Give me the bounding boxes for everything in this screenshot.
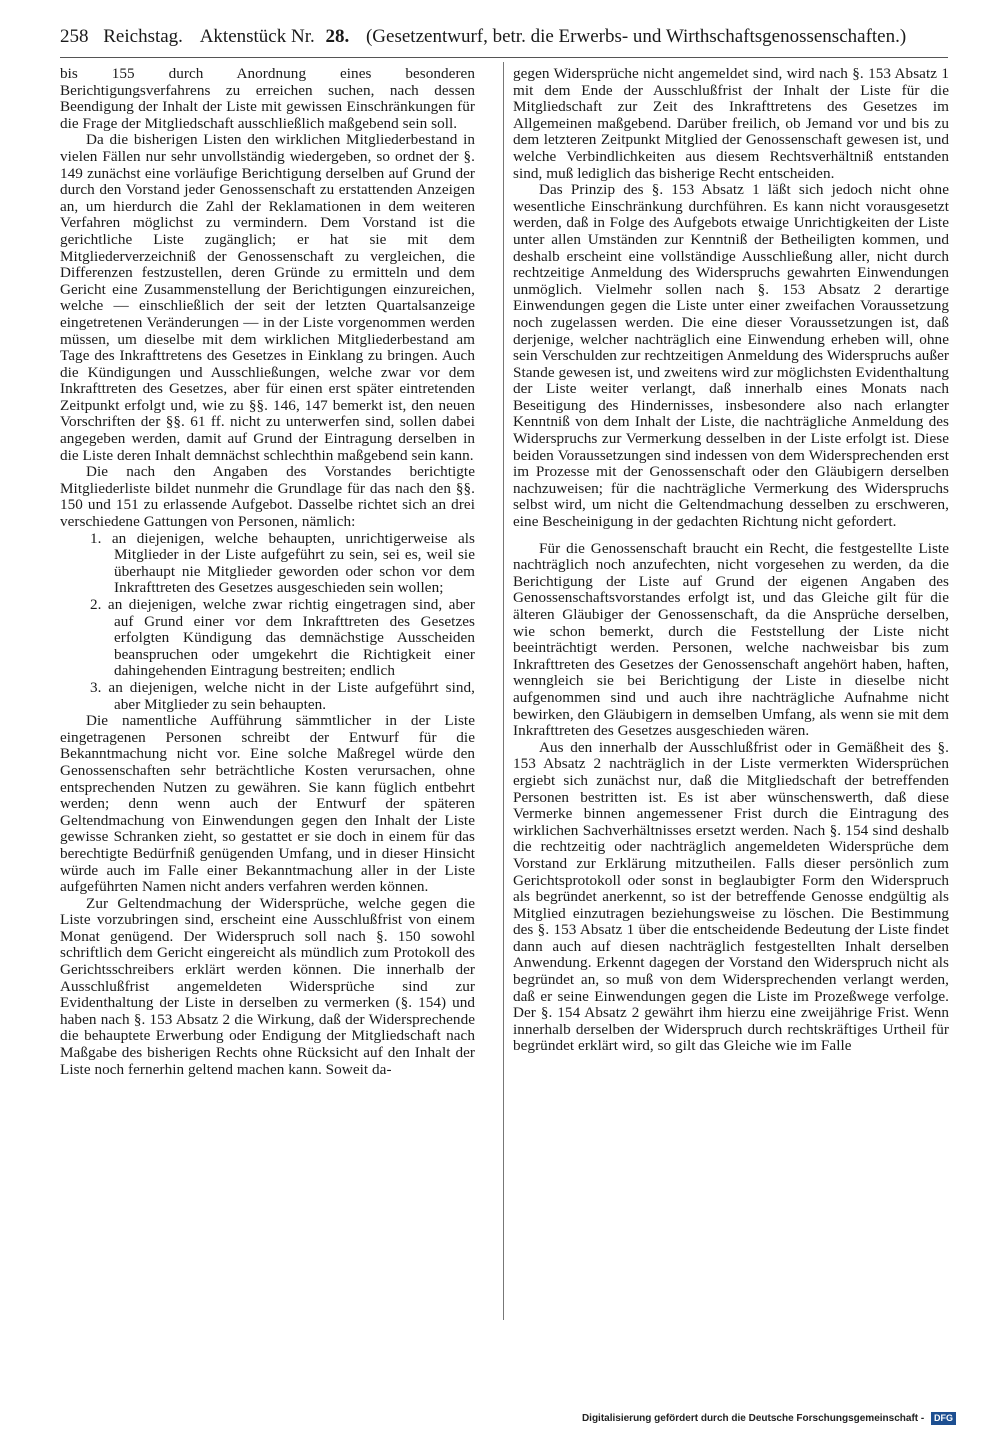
page-number: 258	[60, 26, 89, 47]
left-column	[60, 66, 475, 1078]
paragraph: Die nach den Angaben des Vorstandes berichtigte Mitgliederliste bildet nunmehr die Grundlage für das nach den §§. 150 und 151 zu erlassende Aufgebot. Dasselbe richtet sich an drei verschiedene Gattungen von Personen, nämlich:	[60, 463, 475, 531]
footer-text: Digitalisierung gefördert durch die Deutsche Forschungsgemeinschaft -	[581, 1413, 925, 1425]
document-number: 28.	[325, 26, 350, 47]
dfg-logo: DFG	[931, 1412, 956, 1425]
paragraph: Die namentliche Aufführung sämmtlicher in der Liste eingetragenen Personen schreibt der Entwurf für die Bekanntmachung nicht vor. Eine solche Maßregel würde den Genossenschaften sehr beträchtliche Kosten verursachen, ohne entsprechenden Nutzen zu gewähren. Sie kann füglich entbehrt werden; denn wenn auch der Entwurf der späteren Geltendmachung von Einwendungen gegen den Inhalt der Liste gewisse Schranken zieht, so gestattet er sie doch in einem für das berechtigte Bedürfniß genügenden Umfang, und in dieser Hinsicht würde auch im Falle einer Bekanntmachung aller in der Liste aufgeführten Namen nicht anders verfahren werden können.	[60, 712, 475, 896]
list-item: 3. an diejenigen, welche nicht in der Liste aufgeführt sind, aber Mitglieder zu sein behaupten.	[90, 678, 475, 713]
publication-name: Reichstag.	[103, 26, 183, 47]
paragraph: Zur Geltendmachung der Widersprüche, welche gegen die Liste vorzubringen sind, erscheint eine Ausschlußfrist von einem Monat genügend. Der Widerspruch soll nach §. 150 sowohl schriftlich dem Gericht eingereicht als mündlich zum Protokoll des Gerichtsschreibers erklärt werden können. Die innerhalb der Ausschlußfrist angemeldeten Widersprüche sind zur Evidenthaltung der Liste in derselben zu vermerken (§. 154) und haben nach §. 153 Absatz 2 die Wirkung, daß der Widersprechende die behauptete Erwerbung oder Endigung der Mitgliedschaft nach Maßgabe des bisherigen Rechts ohne Rücksicht auf den Inhalt der Liste noch fernerhin geltend machen kann. Soweit da-	[60, 894, 475, 1078]
column-divider	[503, 62, 504, 1320]
header-rule	[60, 57, 948, 58]
paragraph: bis 155 durch Anordnung eines besonderen Berichtigungsverfahrens zu erreichen suchen, nach dessen Beendigung der Inhalt der Liste mit gewissen Einschränkungen für die Frage der Mitgliedschaft ausschließlich maßgebend sein soll.	[60, 65, 475, 132]
right-column	[513, 66, 949, 1055]
paragraph: Da die bisherigen Listen den wirklichen Mitgliederbestand in vielen Fällen nur sehr unvollständig wiedergeben, so ordnet der §. 149 zunächst eine vorläufige Berichtigung derselben auf Grund der durch den Vorstand jeder Genossenschaft zu erstattenden Anzeigen an, um hierdurch die Zahl der Reklamationen in dem weiteren Verfahren möglichst zu vermindern. Dem Vorstand ist die gerichtliche Liste zugänglich; er hat sie mit dem Mitgliederverzeichniß der Genossenschaft zu vergleichen, die Differenzen festzustellen, deren Gründe zu ermitteln und dem Gericht eine Zusammenstellung der Berichtigungen einzureichen, welche — einschließlich der seit der letzten Quartalsanzeige eingetretenen Veränderungen — in der Liste vorgenommen werden müssen, um dieselbe mit dem wirklichen Mitgliederbestand am Tage des Inkrafttretens des Gesetzes in Einklang zu bringen. Auch die Kündigungen und Ausschließungen, welche zwar vor dem Inkrafttreten des Gesetzes, aber für einen erst später eintretenden Zeitpunkt erfolgt und, wie zu §§. 146, 147 bemerkt ist, den neuen Vorschriften der §§. 61 ff. nicht zu unterwerfen sind, sollen dabei angegeben werden, damit auf Grund der Eintragung derselben in die Liste deren Inhalt demnächst schlechthin maßgebend sein kann.	[60, 131, 475, 464]
document-label: Aktenstück Nr.	[199, 26, 315, 47]
list-item: 1. an diejenigen, welche behaupten, unrichtigerweise als Mitglieder in der Liste aufgeführt zu sein, sei es, weil sie überhaupt nie Mitglieder geworden oder schon vor dem Inkrafttreten des Gesetzes ausgeschieden sein wollen;	[90, 529, 475, 597]
page-header	[60, 20, 950, 54]
digitization-credit	[582, 1412, 956, 1425]
document-subtitle: (Gesetzentwurf, betr. die Erwerbs- und Wirthschaftsgenossenschaften.)	[365, 26, 907, 47]
paragraph: Das Prinzip des §. 153 Absatz 1 läßt sich jedoch nicht ohne wesentliche Einschränkung durchführen. Es kann nicht vorausgesetzt werden, daß in Folge des Aufgebots etwaige Unrichtigkeiten der Liste unter allen Umständen zur Kenntniß der Betheiligten kommen, und deshalb erscheint eine vollständige Ausschließung aller, nicht durch rechtzeitige Anmeldung des Widerspruchs gewahrten Einwendungen unmöglich. Vielmehr sollen nach §. 153 Absatz 2 derartige Einwendungen gegen die Liste unter einer zweifachen Voraussetzung noch zugelassen werden. Die eine dieser Voraussetzungen ist, daß derjenige, welcher nachträglich eine Einwendung erheben will, ohne sein Verschulden zur rechtzeitigen Anmeldung des Widerspruchs außer Stande gewesen ist, und zweitens wird zur möglichsten Evidenthaltung der Liste weiter verlangt, daß innerhalb eines Monats nach Beseitigung des Hindernisses, insbesondere also nach erlangter Kenntniß von dem Inhalt der Liste, die nachträgliche Anmeldung des Widerspruchs zur Vermerkung desselben in der Liste erfolgt ist. Diese beiden Voraussetzungen sind indessen von dem Widersprechenden erst im Prozesse mit der Genossenschaft oder den Gläubigern derselben nachzuweisen; für die nachträgliche Vermerkung des Widerspruchs selbst wird, um nicht die Geltendmachung desselben zu erschweren, eine Bescheinigung in der gedachten Richtung nicht gefordert.	[513, 181, 949, 531]
paragraph: gegen Widersprüche nicht angemeldet sind, wird nach §. 153 Absatz 1 mit dem Ende der Ausschlußfrist der Inhalt der Liste für die Mitgliedschaft zur Zeit des Inkrafttretens des Gesetzes im Allgemeinen maßgebend. Darüber freilich, ob Jemand vor und bis zu dem letzteren Zeitpunkt Mitglied der Genossenschaft gewesen ist, und welche Verbindlichkeiten aus diesem Rechtsverhältniß entstanden sind, muß lediglich das bisherige Recht entscheiden.	[513, 65, 949, 182]
paragraph: Für die Genossenschaft braucht ein Recht, die festgestellte Liste nachträglich noch anzufechten, nicht vorgesehen zu werden, da die Berichtigung der Liste auf Grund der eigenen Angaben des Genossenschaftsvorstandes erfolgt ist, und das Gleiche gilt für die älteren Gläubiger der Genossenschaft, da die Ansprüche derselben, wie schon bemerkt, durch die Feststellung der Liste nicht beeinträchtigt werden. Personen, welche nachweisbar bis zum Inkrafttreten des Gesetzes der Genossenschaft angehört haben, haften, wenngleich sie bei Berichtigung der Liste in dieselbe nicht aufgenommen sind und auch ihre nachträgliche Aufnahme nicht bewirken, den Gläubigern in demselben Umfang, als wenn sie mit dem Inkrafttreten des Gesetzes ausgeschieden wären.	[513, 539, 949, 740]
paragraph: Aus den innerhalb der Ausschlußfrist oder in Gemäßheit des §. 153 Absatz 2 nachträglich in der Liste vermerkten Widersprüchen ergiebt sich zunächst nur, daß die Mitgliedschaft der betreffenden Personen bestritten ist. Es ist aber wünschenswerth, daß diese Vermerke binnen angemessener Frist durch die Eintragung des wirklichen Sachverhältnisses ersetzt werden. Nach §. 154 sind deshalb die rechtzeitig oder nachträglich angemeldeten Widersprüche dem Vorstand zur Erklärung mitzutheilen. Falls dieser persönlich zum Gerichtsprotokoll oder sonst in beglaubigter Form den Widerspruch als begründet anerkennt, so ist der betreffende Genosse endgültig als Mitglied einzutragen beziehungsweise zu löschen. Die Bestimmung des §. 153 Absatz 1 über die entscheidende Bedeutung der Liste findet dann auch auf diesen nachträglich festgestellten Inhalt derselben Anwendung. Erkennt dagegen der Vorstand den Widerspruch nicht als begründet an, so muß von dem Widersprechenden verlangt werden, daß er seine Einwendungen gegen die Liste im Prozeßwege verfolge. Der §. 154 Absatz 2 gewährt ihm hierzu eine zweijährige Frist. Wenn innerhalb derselben der Widerspruch durch rechtskräftiges Urtheil für begründet erklärt wird, so gilt das Gleiche wie im Falle	[513, 738, 949, 1055]
list-item: 2. an diejenigen, welche zwar richtig eingetragen sind, aber auf Grund einer vor dem Inkrafttreten des Gesetzes erfolgten Kündigung das demnächstige Ausscheiden beanspruchen oder umgekehrt die Richtigkeit einer dahingehenden Eintragung bestreiten; endlich	[90, 596, 475, 680]
